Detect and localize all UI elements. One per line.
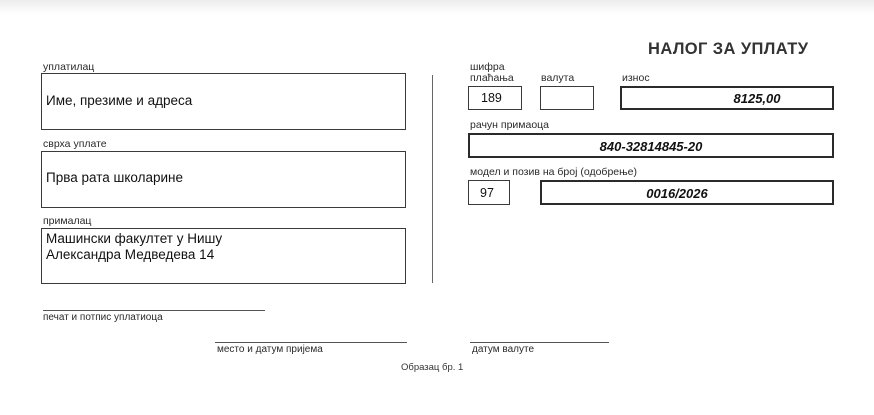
payer-label: уплатилац: [43, 61, 95, 73]
account-field[interactable]: [468, 133, 834, 158]
payment-code-field[interactable]: [468, 86, 522, 110]
form-number: Образац бр. 1: [401, 362, 464, 373]
column-divider: [432, 75, 433, 283]
payment-code-label-line1: шифра: [470, 61, 505, 73]
payer-value: Име, презиме и адреса: [46, 93, 193, 108]
account-label: рачун примаоца: [470, 119, 550, 131]
payer-field[interactable]: [41, 73, 406, 130]
payment-code-label-line2: плаћања: [470, 72, 514, 84]
recipient-label: прималац: [43, 215, 92, 227]
signature-line: [43, 310, 265, 311]
reference-number-value: 0016/2026: [646, 186, 708, 201]
currency-field[interactable]: [540, 86, 594, 110]
payment-code-value: 189: [481, 91, 502, 105]
window-top-shadow: [0, 0, 874, 14]
place-date-label: место и датум пријема: [217, 344, 323, 355]
reference-model-field[interactable]: [468, 180, 510, 205]
reference-model-value: 97: [480, 186, 494, 200]
amount-field[interactable]: [620, 86, 834, 110]
value-date-label: датум валуте: [472, 344, 535, 355]
signature-label: печат и потпис уплатиоца: [43, 312, 163, 323]
currency-label: валута: [541, 72, 575, 84]
purpose-field[interactable]: [41, 151, 406, 208]
recipient-field[interactable]: [41, 228, 406, 284]
purpose-value: Прва рата школарине: [46, 170, 183, 185]
purpose-label: сврха уплате: [43, 138, 107, 150]
recipient-line2: Александра Медведева 14: [46, 247, 215, 262]
reference-number-field[interactable]: [540, 180, 834, 205]
value-date-line: [470, 342, 609, 343]
amount-value: 8125,00: [733, 91, 781, 106]
place-date-line: [215, 342, 407, 343]
form-title: НАЛОГ ЗА УПЛАТУ: [648, 40, 809, 58]
recipient-line1: Машински факултет у Нишу: [46, 231, 223, 246]
amount-label: износ: [622, 72, 650, 84]
reference-label: модел и позив на број (одобрење): [470, 166, 637, 178]
account-value: 840-32814845-20: [599, 139, 703, 154]
